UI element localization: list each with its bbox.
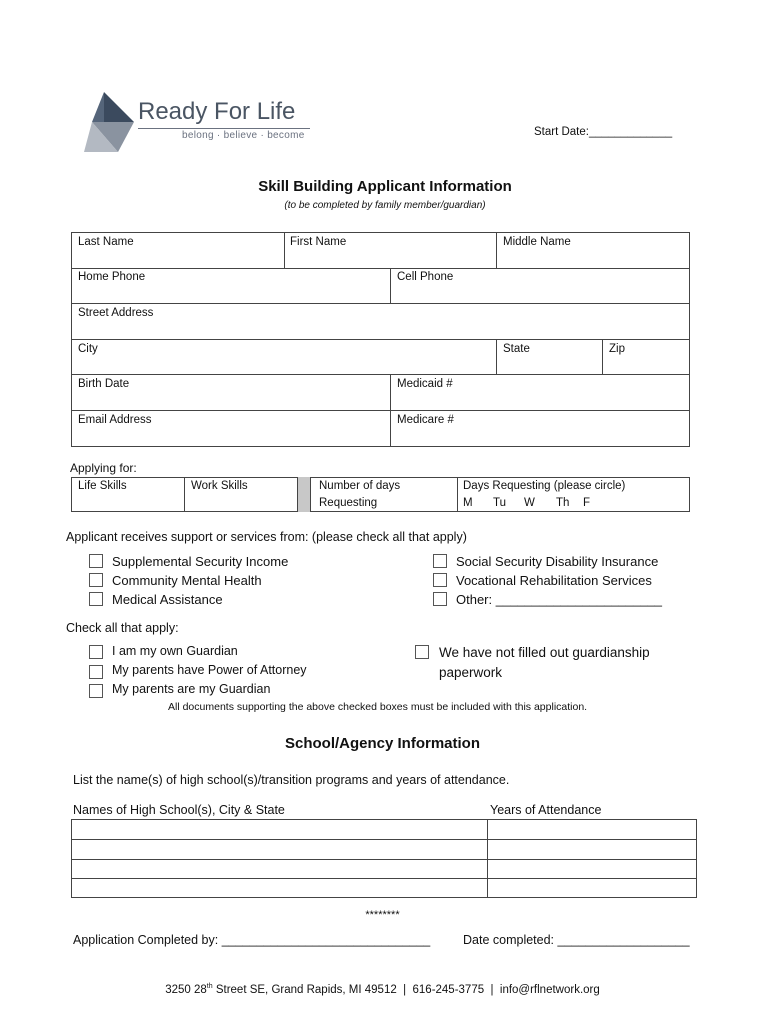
parents-guardian-label: My parents are my Guardian (112, 682, 271, 696)
days-requesting-label: Days Requesting (please circle) (463, 480, 626, 492)
brand-tagline: belong · believe · become (182, 130, 305, 141)
street-address-field[interactable]: Street Address (78, 307, 154, 319)
footer-sup: th (206, 983, 213, 990)
page-title: Skill Building Applicant Information (258, 178, 512, 195)
voc-rehab-label: Vocational Rehabilitation Services (456, 573, 652, 588)
own-guardian-checkbox[interactable] (89, 645, 103, 659)
logo-underline (138, 128, 310, 129)
support-prompt: Applicant receives support or services from: (please check all that apply) (66, 530, 467, 544)
no-guardianship-checkbox[interactable] (415, 645, 429, 659)
day-option[interactable]: F (583, 497, 591, 509)
num-days-label-2: Requesting (319, 497, 378, 509)
other-checkbox[interactable] (433, 592, 447, 606)
school-row-4[interactable] (72, 879, 486, 897)
footer-address (0, 983, 765, 996)
state-field[interactable]: State (503, 343, 530, 355)
medicare-field[interactable]: Medicare # (397, 414, 454, 426)
school-prompt: List the name(s) of high school(s)/transition programs and years of attendance. (73, 773, 510, 787)
footer-street-num: 3250 28 (165, 983, 207, 996)
day-option[interactable]: M (463, 497, 473, 509)
parents-guardian-checkbox[interactable] (89, 684, 103, 698)
school-section-title: School/Agency Information (284, 735, 480, 752)
medical-assistance-label: Medical Assistance (112, 592, 223, 607)
no-guardianship-label-2: paperwork (439, 665, 503, 680)
city-field[interactable]: City (78, 343, 98, 355)
middle-name-field[interactable]: Middle Name (503, 236, 571, 248)
cell-phone-field[interactable]: Cell Phone (397, 271, 454, 283)
cmh-checkbox[interactable] (89, 573, 103, 587)
voc-rehab-checkbox[interactable] (433, 573, 447, 587)
cmh-label: Community Mental Health (112, 573, 262, 588)
start-date[interactable]: Start Date:_____________ (534, 126, 673, 138)
date-completed-field[interactable]: Date completed: ___________________ (463, 933, 690, 947)
email-field[interactable]: Email Address (78, 414, 152, 426)
col-names-header: Names of High School(s), City & State (73, 803, 285, 817)
day-option[interactable]: Th (556, 497, 570, 509)
power-of-attorney-checkbox[interactable] (89, 665, 103, 679)
no-guardianship-label-1: We have not filled out guardianship (439, 645, 650, 660)
ssi-label: Supplemental Security Income (112, 554, 289, 569)
own-guardian-label: I am my own Guardian (112, 644, 238, 658)
logo (82, 90, 322, 156)
day-option[interactable]: W (524, 497, 535, 509)
ssi-checkbox[interactable] (89, 554, 103, 568)
medical-assistance-checkbox[interactable] (89, 592, 103, 606)
documents-note: All documents supporting the above checked boxes must be included with this application. (168, 701, 588, 713)
other-label[interactable]: Other: _______________________ (456, 592, 663, 607)
completed-by-field[interactable]: Application Completed by: ______________________________ (73, 933, 431, 947)
last-name-field[interactable]: Last Name (78, 236, 134, 248)
power-of-attorney-label: My parents have Power of Attorney (112, 663, 307, 677)
first-name-field[interactable]: First Name (290, 236, 347, 248)
brand-name: Ready For Life (138, 98, 296, 125)
col-years-header: Years of Attendance (490, 803, 602, 817)
applying-for-label: Applying for: (70, 461, 137, 475)
school-row-2[interactable] (72, 840, 486, 859)
birth-date-field[interactable]: Birth Date (78, 378, 130, 390)
footer-rest: Street SE, Grand Rapids, MI 49512 | 616-245-3775 | info@rflnetwork.org (212, 983, 600, 996)
ssdi-checkbox[interactable] (433, 554, 447, 568)
life-skills-option[interactable]: Life Skills (78, 480, 127, 492)
num-days-label-1: Number of days (319, 480, 401, 492)
separator-stars: ******** (365, 909, 400, 921)
home-phone-field[interactable]: Home Phone (78, 271, 146, 283)
school-row-3[interactable] (72, 860, 486, 878)
school-row-1[interactable] (72, 820, 486, 839)
guardian-prompt: Check all that apply: (66, 621, 179, 635)
work-skills-option[interactable]: Work Skills (191, 480, 248, 492)
zip-field[interactable]: Zip (609, 343, 625, 355)
ssdi-label: Social Security Disability Insurance (456, 554, 659, 569)
page-subtitle: (to be completed by family member/guardian) (284, 200, 486, 211)
day-option[interactable]: Tu (493, 497, 506, 509)
medicaid-field[interactable]: Medicaid # (397, 378, 453, 390)
logo-triangle-icon (82, 90, 138, 154)
